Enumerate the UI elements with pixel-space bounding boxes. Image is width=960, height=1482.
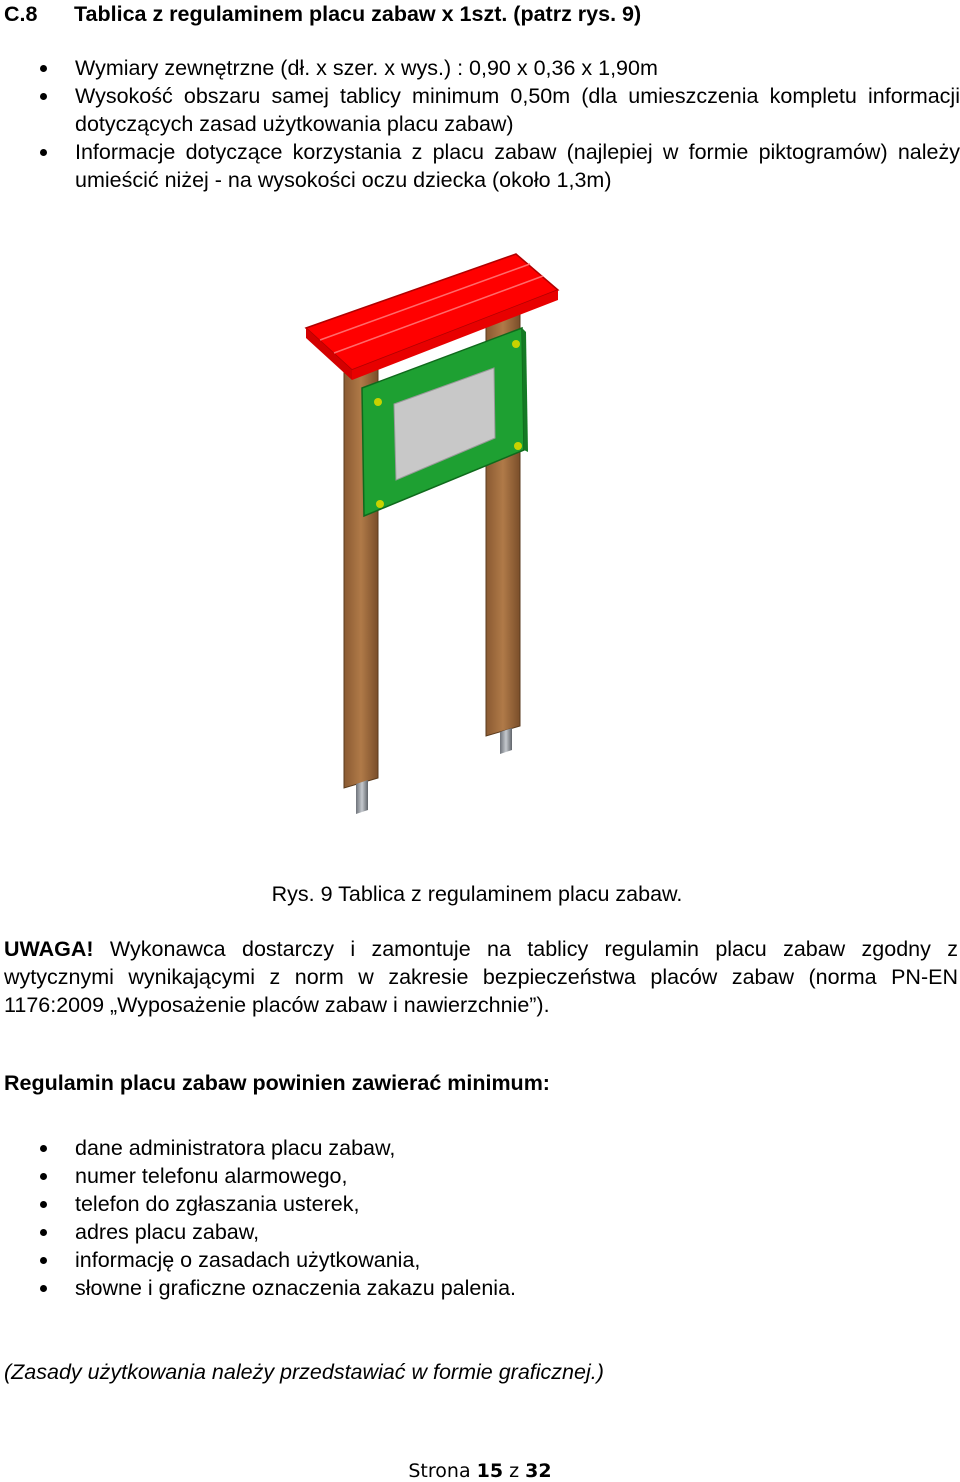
figure-caption: Rys. 9 Tablica z regulaminem placu zabaw.: [271, 882, 683, 906]
bullet-icon: [40, 1201, 47, 1208]
page-number: 15: [476, 1460, 504, 1482]
bullet-icon: [40, 1257, 47, 1264]
list-item: numer telefonu alarmowego,: [0, 1162, 960, 1190]
list-item: Informacje dotyczące korzystania z placu zabaw (najlepiej w formie piktogramów) należy umieścić niżej - na wysokości oczu dziecka (około 1,3m): [0, 138, 960, 194]
bolt-icon: [374, 398, 382, 406]
rules-title: Regulamin placu zabaw powinien zawierać minimum:: [4, 1071, 550, 1095]
list-item: Wysokość obszaru samej tablicy minimum 0,50m (dla umieszczenia kompletu informacji dotyczących zasad użytkowania placu zabaw): [0, 82, 960, 138]
bullet-icon: [40, 1285, 47, 1292]
list-item: Wymiary zewnętrzne (dł. x szer. x wys.) : 0,90 x 0,36 x 1,90m: [0, 54, 960, 82]
section-number: C.8: [4, 2, 38, 26]
bullet-icon: [40, 93, 47, 100]
list-item: słowne i graficzne oznaczenia zakazu palenia.: [0, 1274, 960, 1302]
bolt-icon: [376, 500, 384, 508]
spec-list: [0, 54, 960, 194]
rules-list: [0, 1134, 960, 1302]
bullet-icon: [40, 149, 47, 156]
bullet-icon: [40, 1229, 47, 1236]
warning-text: Wykonawca dostarczy i zamontuje na tablicy regulamin placu zabaw zgodny z wytycznymi wynikającymi z norm w zakresie bezpieczeństwa placów zabaw (norma PN-EN 1176:2009 „Wyposażenie placów zabaw i nawierzchnie”).: [4, 937, 958, 1017]
warning-label: UWAGA!: [4, 937, 94, 961]
bullet-icon: [40, 65, 47, 72]
warning-paragraph: [4, 935, 958, 1019]
bullet-icon: [40, 1145, 47, 1152]
bolt-icon: [512, 340, 520, 348]
bullet-icon: [40, 1173, 47, 1180]
section-heading: [4, 2, 641, 27]
bolt-icon: [514, 442, 522, 450]
list-item: telefon do zgłaszania usterek,: [0, 1190, 960, 1218]
graphic-note: (Zasady użytkowania należy przedstawiać w formie graficznej.): [4, 1360, 604, 1384]
page-total: 32: [525, 1460, 552, 1482]
page-footer: Strona 15 z 32: [408, 1460, 552, 1482]
list-item: dane administratora placu zabaw,: [0, 1134, 960, 1162]
notice-board-illustration: [290, 240, 580, 830]
list-item: adres placu zabaw,: [0, 1218, 960, 1246]
section-title: Tablica z regulaminem placu zabaw x 1szt. (patrz rys. 9): [74, 2, 642, 26]
list-item: informację o zasadach użytkowania,: [0, 1246, 960, 1274]
